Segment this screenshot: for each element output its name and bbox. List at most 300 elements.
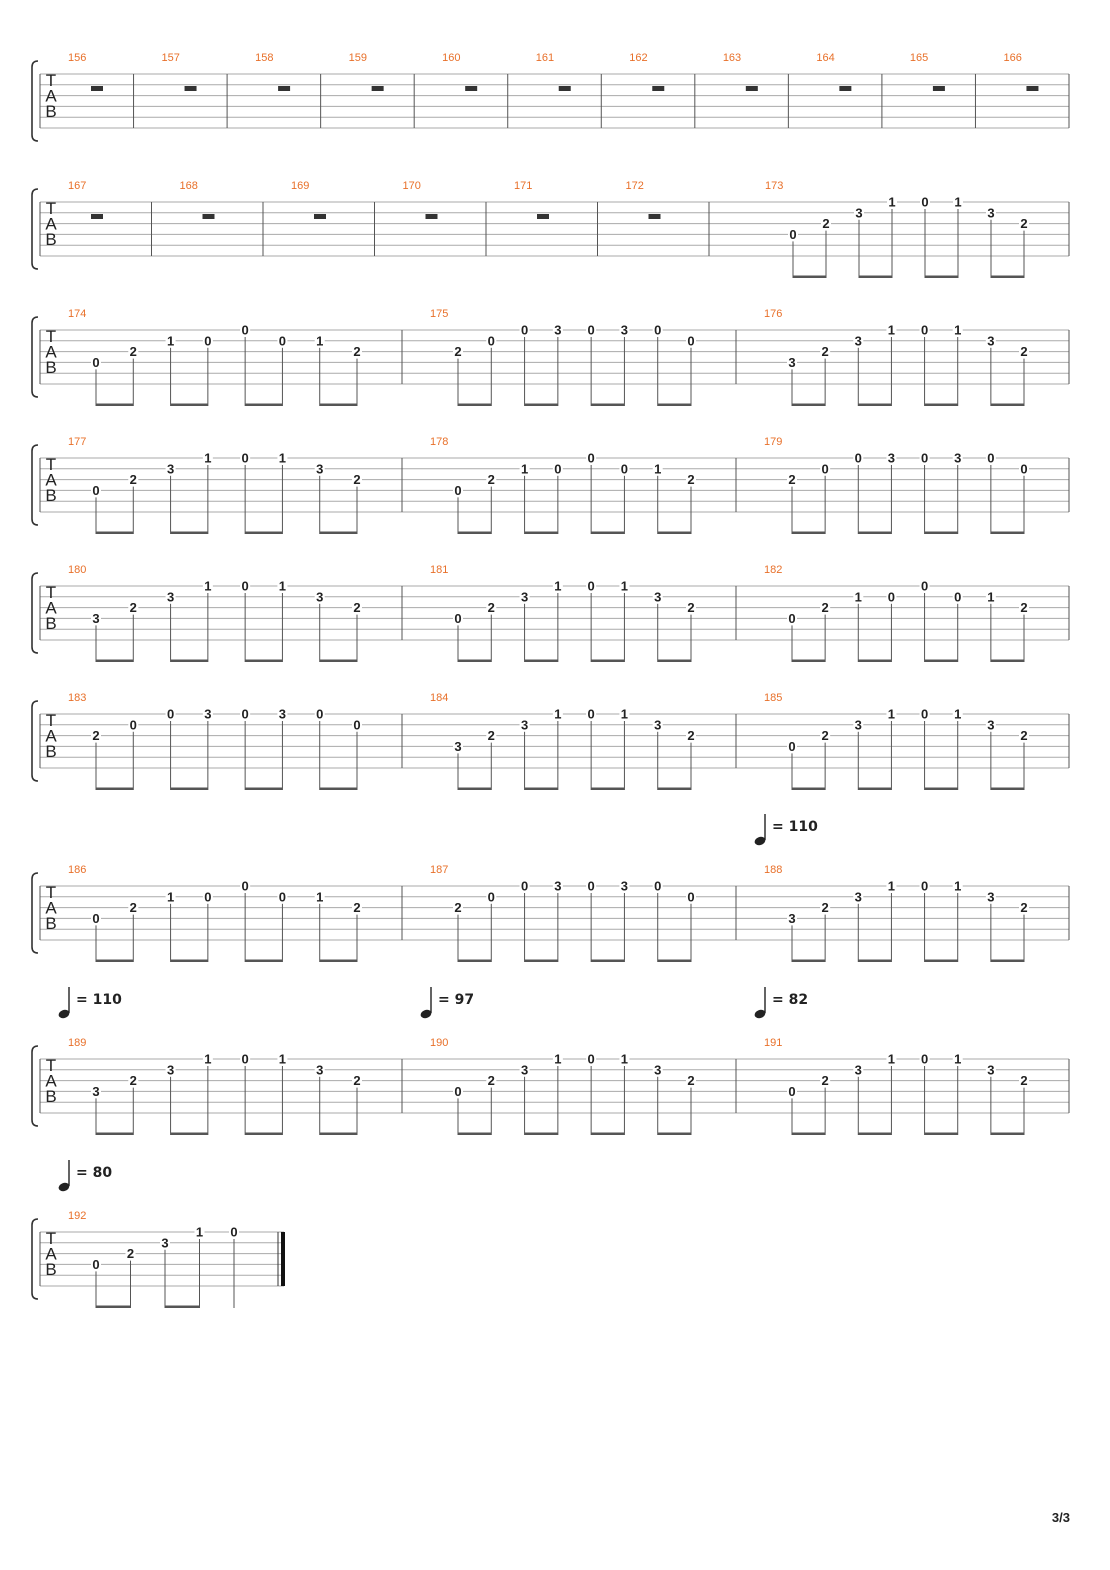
fret-number: 1 xyxy=(166,889,175,905)
fret-number: 0 xyxy=(821,461,829,477)
measure-number: 156 xyxy=(68,52,87,64)
whole-rest xyxy=(537,214,549,219)
fret-number: 2 xyxy=(129,600,137,616)
beam xyxy=(792,660,825,663)
beam xyxy=(96,960,133,963)
beam xyxy=(96,1133,133,1136)
whole-rest xyxy=(91,214,103,219)
measure-number: 160 xyxy=(442,52,461,64)
fret-number: 3 xyxy=(788,910,796,926)
beam xyxy=(458,1133,491,1136)
beam xyxy=(171,532,208,535)
tab-clef-letter: T xyxy=(45,583,57,602)
fret-number: 3 xyxy=(987,205,995,221)
beam xyxy=(858,960,891,963)
fret-number: 2 xyxy=(821,600,829,616)
beam xyxy=(245,404,282,407)
beam xyxy=(245,788,282,791)
fret-number: 0 xyxy=(687,889,695,905)
fret-number: 2 xyxy=(353,900,361,916)
whole-rest xyxy=(1026,86,1038,91)
beam xyxy=(792,788,825,791)
beam xyxy=(858,532,891,535)
fret-number: 3 xyxy=(166,1062,175,1078)
tab-clef-letter: B xyxy=(45,1087,57,1106)
beam xyxy=(171,404,208,407)
tab-system xyxy=(32,987,1069,1135)
tab-system xyxy=(32,52,1069,141)
fret-number: 2 xyxy=(1020,216,1028,232)
measure-number: 188 xyxy=(764,864,783,876)
fret-number: 3 xyxy=(166,589,175,605)
tab-system xyxy=(32,308,1069,406)
fret-number: 0 xyxy=(241,322,249,338)
fret-number: 2 xyxy=(487,728,495,744)
fret-number: 3 xyxy=(316,589,324,605)
beam xyxy=(925,788,958,791)
whole-rest xyxy=(839,86,851,91)
measure-number: 191 xyxy=(764,1037,783,1049)
fret-number: 0 xyxy=(204,333,212,349)
fret-number: 2 xyxy=(1020,728,1028,744)
beam xyxy=(792,532,825,535)
fret-number: 1 xyxy=(854,589,862,605)
fret-number: 1 xyxy=(888,194,896,210)
beam xyxy=(320,404,357,407)
fret-number: 0 xyxy=(887,589,896,605)
whole-rest xyxy=(278,86,290,91)
tab-clef-letter: B xyxy=(45,358,57,377)
fret-number: 0 xyxy=(241,1051,249,1067)
beam xyxy=(792,960,825,963)
measure-number: 182 xyxy=(764,564,783,576)
beam xyxy=(171,1133,208,1136)
fret-number: 2 xyxy=(353,344,361,360)
fret-number: 0 xyxy=(278,333,287,349)
measure-number: 173 xyxy=(765,180,784,192)
fret-number: 1 xyxy=(887,706,896,722)
fret-number: 2 xyxy=(487,600,495,616)
fret-number: 3 xyxy=(554,322,562,338)
fret-number: 2 xyxy=(822,216,830,232)
beam xyxy=(925,532,958,535)
beam xyxy=(96,788,133,791)
beam xyxy=(591,404,624,407)
measure-number: 176 xyxy=(764,308,783,320)
whole-rest xyxy=(185,86,197,91)
fret-number: 1 xyxy=(278,450,287,466)
fret-number: 2 xyxy=(687,1073,695,1089)
whole-rest xyxy=(933,86,945,91)
tab-clef-letter: B xyxy=(45,742,57,761)
fret-number: 3 xyxy=(854,333,862,349)
measure-number: 163 xyxy=(722,52,742,64)
measure-number: 190 xyxy=(430,1037,449,1049)
beam xyxy=(525,532,558,535)
whole-rest xyxy=(649,214,661,219)
tab-clef-letter: A xyxy=(45,1244,57,1264)
fret-number: 2 xyxy=(687,600,695,616)
fret-number: 2 xyxy=(126,1246,135,1262)
beam xyxy=(792,404,825,407)
fret-number: 3 xyxy=(855,205,863,221)
fret-number: 2 xyxy=(1020,600,1028,616)
fret-number: 2 xyxy=(687,472,695,488)
system-bracket xyxy=(32,573,38,653)
measure-number: 166 xyxy=(1003,52,1022,64)
fret-number: 3 xyxy=(854,1062,862,1078)
fret-number: 0 xyxy=(353,717,361,733)
fret-number: 3 xyxy=(161,1235,169,1251)
fret-number: 1 xyxy=(954,706,962,722)
fret-number: 0 xyxy=(920,706,929,722)
fret-number: 0 xyxy=(788,738,796,754)
beam xyxy=(925,960,958,963)
fret-number: 1 xyxy=(195,1224,204,1240)
fret-number: 2 xyxy=(821,344,829,360)
beam xyxy=(525,1133,558,1136)
fret-number: 1 xyxy=(278,1051,287,1067)
beam xyxy=(858,788,891,791)
fret-number: 0 xyxy=(921,194,929,210)
beam xyxy=(525,404,558,407)
system-bracket xyxy=(32,701,38,781)
fret-number: 0 xyxy=(554,461,562,477)
fret-number: 0 xyxy=(204,889,212,905)
tab-system xyxy=(32,180,1069,278)
beam xyxy=(458,960,491,963)
beam xyxy=(591,1133,624,1136)
tab-system xyxy=(32,436,1069,534)
tempo-marking: = 110 xyxy=(76,992,122,1008)
whole-rest xyxy=(559,86,571,91)
fret-number: 3 xyxy=(92,610,100,626)
fret-number: 2 xyxy=(821,900,829,916)
beam xyxy=(925,276,958,279)
fret-number: 0 xyxy=(1020,461,1028,477)
fret-number: 0 xyxy=(788,1083,796,1099)
fret-number: 3 xyxy=(987,717,995,733)
fret-number: 0 xyxy=(520,878,529,894)
measure-number: 184 xyxy=(430,692,449,704)
system-bracket xyxy=(32,317,38,397)
measure-number: 179 xyxy=(764,436,783,448)
beam xyxy=(96,660,133,663)
tab-clef-letter: A xyxy=(45,86,57,106)
beam xyxy=(165,1306,200,1309)
beam xyxy=(991,276,1024,279)
fret-number: 0 xyxy=(587,706,595,722)
tab-clef-letter: A xyxy=(45,1071,57,1091)
beam xyxy=(658,1133,691,1136)
tab-clef-letter: A xyxy=(45,898,57,918)
beam xyxy=(991,960,1024,963)
tab-clef-letter: T xyxy=(45,71,57,90)
beam xyxy=(245,532,282,535)
tempo-marking: = 110 xyxy=(772,819,818,835)
fret-number: 3 xyxy=(954,450,962,466)
beam xyxy=(245,960,282,963)
fret-number: 1 xyxy=(954,878,962,894)
fret-number: 0 xyxy=(587,878,595,894)
tempo-marking: = 80 xyxy=(76,1165,113,1181)
beam xyxy=(591,532,624,535)
fret-number: 0 xyxy=(241,450,249,466)
fret-number: 0 xyxy=(920,450,929,466)
beam xyxy=(96,404,133,407)
fret-number: 3 xyxy=(204,706,212,722)
fret-number: 1 xyxy=(316,889,324,905)
fret-number: 0 xyxy=(166,706,175,722)
beam xyxy=(525,788,558,791)
beam xyxy=(525,960,558,963)
tempo-marking: = 82 xyxy=(772,992,809,1008)
measure-number: 165 xyxy=(909,52,929,64)
fret-number: 2 xyxy=(353,600,361,616)
fret-number: 0 xyxy=(241,578,249,594)
tab-clef-letter: T xyxy=(45,199,57,218)
tab-clef-letter: B xyxy=(45,1260,57,1279)
tab-system xyxy=(32,692,1069,790)
beam xyxy=(525,660,558,663)
fret-number: 1 xyxy=(316,333,324,349)
tab-clef-letter: A xyxy=(45,214,57,234)
fret-number: 2 xyxy=(129,900,137,916)
fret-number: 2 xyxy=(129,472,137,488)
whole-rest xyxy=(203,214,215,219)
fret-number: 0 xyxy=(920,322,929,338)
fret-number: 1 xyxy=(520,461,529,477)
fret-number: 3 xyxy=(520,717,529,733)
beam xyxy=(658,404,691,407)
measure-number: 187 xyxy=(430,864,449,876)
fret-number: 3 xyxy=(278,706,287,722)
fret-number: 0 xyxy=(654,322,662,338)
beam xyxy=(591,660,624,663)
fret-number: 0 xyxy=(587,1051,595,1067)
beam xyxy=(991,660,1024,663)
beam xyxy=(658,532,691,535)
fret-number: 3 xyxy=(987,1062,995,1078)
beam xyxy=(793,276,826,279)
fret-number: 0 xyxy=(789,226,797,242)
whole-rest xyxy=(652,86,664,91)
fret-number: 0 xyxy=(920,578,929,594)
tab-clef-letter: B xyxy=(45,102,57,121)
beam xyxy=(245,1133,282,1136)
system-bracket xyxy=(32,1219,38,1299)
beam xyxy=(96,1306,131,1309)
beam xyxy=(925,660,958,663)
fret-number: 0 xyxy=(92,1256,100,1272)
measure-number: 161 xyxy=(535,52,555,64)
fret-number: 1 xyxy=(554,578,562,594)
fret-number: 0 xyxy=(920,878,929,894)
fret-number: 0 xyxy=(241,878,249,894)
fret-number: 3 xyxy=(987,889,995,905)
fret-number: 3 xyxy=(854,889,862,905)
whole-rest xyxy=(314,214,326,219)
beam xyxy=(591,960,624,963)
fret-number: 0 xyxy=(920,1051,929,1067)
system-bracket xyxy=(32,1046,38,1126)
measure-number: 186 xyxy=(68,864,87,876)
fret-number: 2 xyxy=(788,472,796,488)
fret-number: 0 xyxy=(92,354,100,370)
whole-rest xyxy=(465,86,477,91)
fret-number: 0 xyxy=(487,889,495,905)
fret-number: 0 xyxy=(92,910,100,926)
beam xyxy=(858,404,891,407)
fret-number: 3 xyxy=(620,322,629,338)
fret-number: 3 xyxy=(987,333,995,349)
measure-number: 189 xyxy=(68,1037,87,1049)
beam xyxy=(858,1133,891,1136)
beam xyxy=(991,532,1024,535)
tab-clef-letter: A xyxy=(45,598,57,618)
fret-number: 1 xyxy=(887,878,896,894)
tab-clef-letter: T xyxy=(45,883,57,902)
beam xyxy=(458,532,491,535)
beam xyxy=(245,660,282,663)
measure-number: 174 xyxy=(68,308,87,320)
fret-number: 1 xyxy=(954,1051,962,1067)
fret-number: 0 xyxy=(454,482,462,498)
beam xyxy=(458,788,491,791)
tab-clef-letter: A xyxy=(45,342,57,362)
fret-number: 0 xyxy=(454,610,462,626)
beam xyxy=(320,960,357,963)
beam xyxy=(320,532,357,535)
fret-number: 0 xyxy=(278,889,287,905)
fret-number: 0 xyxy=(620,461,629,477)
fret-number: 3 xyxy=(654,1062,662,1078)
fret-number: 0 xyxy=(854,450,862,466)
beam xyxy=(991,788,1024,791)
measure-number: 167 xyxy=(68,180,87,192)
whole-rest xyxy=(426,214,438,219)
fret-number: 1 xyxy=(954,194,962,210)
tab-clef-letter: B xyxy=(45,230,57,249)
measure-number: 157 xyxy=(161,52,180,64)
tab-clef-letter: T xyxy=(45,455,57,474)
beam xyxy=(658,788,691,791)
fret-number: 0 xyxy=(954,589,962,605)
fret-number: 0 xyxy=(654,878,662,894)
fret-number: 1 xyxy=(278,578,287,594)
fret-number: 3 xyxy=(316,1062,324,1078)
fret-number: 0 xyxy=(92,482,100,498)
beam xyxy=(991,1133,1024,1136)
system-bracket xyxy=(32,61,38,141)
whole-rest xyxy=(746,86,758,91)
fret-number: 0 xyxy=(520,322,529,338)
fret-number: 2 xyxy=(821,728,829,744)
system-bracket xyxy=(32,189,38,269)
beam xyxy=(792,1133,825,1136)
fret-number: 2 xyxy=(687,728,695,744)
measure-number: 175 xyxy=(430,308,449,320)
fret-number: 2 xyxy=(487,472,495,488)
fret-number: 2 xyxy=(454,900,462,916)
fret-number: 0 xyxy=(129,717,137,733)
beam xyxy=(658,960,691,963)
fret-number: 2 xyxy=(129,344,137,360)
beam xyxy=(171,960,208,963)
fret-number: 3 xyxy=(92,1083,100,1099)
fret-number: 3 xyxy=(788,354,796,370)
measure-number: 178 xyxy=(430,436,449,448)
tab-clef-letter: T xyxy=(45,1056,57,1075)
fret-number: 1 xyxy=(654,461,662,477)
fret-number: 2 xyxy=(129,1073,137,1089)
fret-number: 3 xyxy=(316,461,324,477)
beam xyxy=(171,788,208,791)
beam xyxy=(591,788,624,791)
fret-number: 0 xyxy=(587,322,595,338)
fret-number: 1 xyxy=(987,589,995,605)
measure-number: 169 xyxy=(291,180,310,192)
measure-number: 180 xyxy=(68,564,87,576)
measure-number: 171 xyxy=(514,180,533,192)
fret-number: 0 xyxy=(316,706,324,722)
fret-number: 0 xyxy=(687,333,695,349)
tab-system xyxy=(32,564,1069,662)
fret-number: 3 xyxy=(654,589,662,605)
tab-clef-letter: A xyxy=(45,726,57,746)
beam xyxy=(991,404,1024,407)
fret-number: 1 xyxy=(204,578,212,594)
measure-number: 181 xyxy=(430,564,449,576)
whole-rest xyxy=(372,86,384,91)
fret-number: 0 xyxy=(241,706,249,722)
fret-number: 3 xyxy=(166,461,175,477)
tab-clef-letter: T xyxy=(45,1229,57,1248)
fret-number: 0 xyxy=(487,333,495,349)
tab-clef-letter: B xyxy=(45,486,57,505)
fret-number: 2 xyxy=(1020,1073,1028,1089)
beam xyxy=(458,660,491,663)
fret-number: 1 xyxy=(204,1051,212,1067)
final-barline xyxy=(281,1232,285,1286)
tab-clef-letter: B xyxy=(45,614,57,633)
fret-number: 3 xyxy=(520,589,529,605)
fret-number: 2 xyxy=(92,728,100,744)
fret-number: 3 xyxy=(520,1062,529,1078)
system-bracket xyxy=(32,873,38,953)
fret-number: 2 xyxy=(353,472,361,488)
system-bracket xyxy=(32,445,38,525)
measure-number: 177 xyxy=(68,436,87,448)
fret-number: 2 xyxy=(1020,900,1028,916)
measure-number: 168 xyxy=(179,180,198,192)
beam xyxy=(925,1133,958,1136)
measure-number: 185 xyxy=(764,692,783,704)
fret-number: 3 xyxy=(554,878,562,894)
fret-number: 3 xyxy=(620,878,629,894)
measure-number: 162 xyxy=(629,52,648,64)
fret-number: 1 xyxy=(166,333,175,349)
beam xyxy=(171,660,208,663)
fret-number: 1 xyxy=(554,706,562,722)
measure-number: 170 xyxy=(402,180,421,192)
beam xyxy=(658,660,691,663)
fret-number: 1 xyxy=(620,578,629,594)
fret-number: 1 xyxy=(887,322,896,338)
measure-number: 172 xyxy=(625,180,644,192)
beam xyxy=(858,660,891,663)
beam xyxy=(859,276,892,279)
